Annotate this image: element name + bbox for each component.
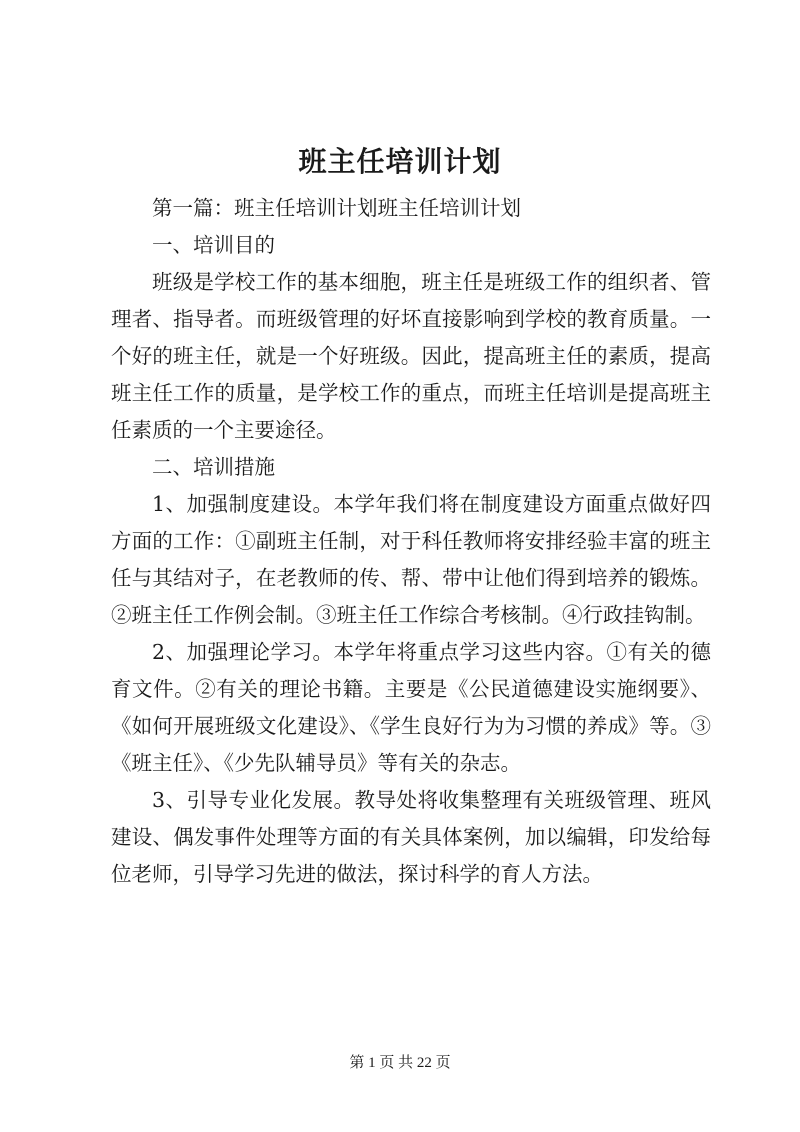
section-heading-training-purpose: 一、培训目的 xyxy=(152,233,275,257)
page-number-footer: 第 1 页 共 22 页 xyxy=(349,1055,451,1071)
document-body xyxy=(111,190,711,893)
paragraph-measure-2: 2、加强理论学习。本学年将重点学习这些内容。①有关的德育文件。②有关的理论书籍。主要是《公民道德建设实施纲要》、《如何开展班级文化建设》、《学生良好行为为习惯的养成》等。③《班主任》、《少先队辅导员》等有关的杂志。 xyxy=(111,640,711,775)
paragraph-measure-1: 1、加强制度建设。本学年我们将在制度建设方面重点做好四方面的工作：①副班主任制，对于科任教师将安排经验丰富的班主任与其结对子，在老教师的传、帮、带中让他们得到培养的锻炼。②班主任工作例会制。③班主任工作综合考核制。④行政挂钩制。 xyxy=(111,492,711,627)
section-heading-part-one: 第一篇：班主任培训计划班主任培训计划 xyxy=(152,196,521,220)
paragraph-training-purpose: 班级是学校工作的基本细胞，班主任是班级工作的组织者、管理者、指导者。而班级管理的好坏直接影响到学校的教育质量。一个好的班主任，就是一个好班级。因此，提高班主任的素质，提高班主任工作的质量，是学校工作的重点，而班主任培训是提高班主任素质的一个主要途径。 xyxy=(111,270,711,442)
document-title: 班主任培训计划 xyxy=(298,145,502,178)
section-heading-training-measures: 二、培训措施 xyxy=(152,455,275,479)
paragraph-measure-3: 3、引导专业化发展。教导处将收集整理有关班级管理、班风建设、偶发事件处理等方面的有关具体案例，加以编辑，印发给每位老师，引导学习先进的做法，探讨科学的育人方法。 xyxy=(111,788,711,886)
